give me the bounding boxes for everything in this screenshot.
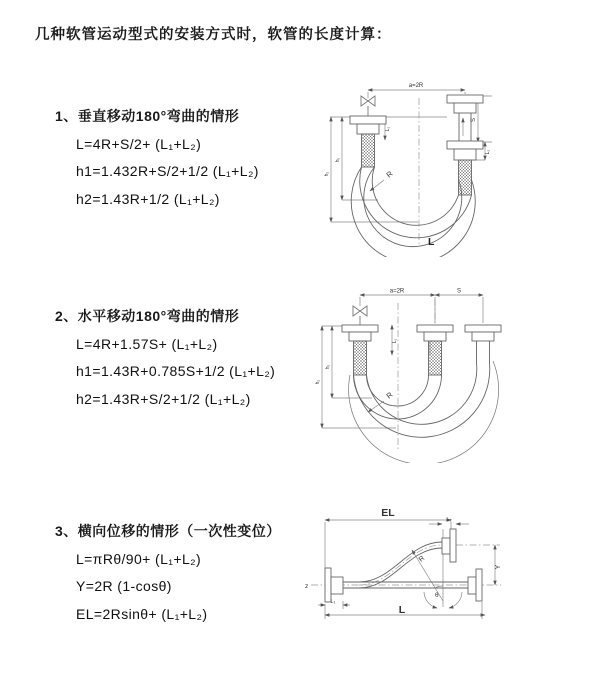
section-2-formula-L: L=4R+1.57S+ (L₁+L₂) — [76, 336, 218, 352]
section-2-formula-h1: h1=1.43R+0.785S+1/2 (L₁+L₂) — [76, 363, 276, 379]
shifted-flange-fitting — [465, 325, 501, 363]
diagram-horizontal-180-bend — [310, 283, 550, 463]
dim-label-l1: L₁ — [392, 338, 398, 344]
right-flange-fitting — [447, 95, 483, 195]
dim-label-s: S — [456, 288, 462, 295]
left-flange — [325, 568, 343, 602]
dim-label-l1: L₁ — [385, 126, 391, 132]
section-1-formula-L: L=4R+S/2+ (L₁+L₂) — [76, 136, 202, 152]
dim-label-h1: h₁ — [325, 364, 331, 370]
right-flange — [468, 569, 482, 601]
dim-label-l2: L₂ — [446, 517, 452, 523]
length-label: L — [428, 236, 435, 248]
radius-label: R — [384, 390, 395, 401]
dim-label-h1: h₁ — [335, 157, 341, 163]
upper-flange — [442, 529, 456, 562]
dim-label-a2r: a=2R — [389, 288, 405, 295]
section-1-heading: 1、垂直移动180°弯曲的情形 — [55, 108, 240, 124]
section-1-formula-h1: h1=1.432R+S/2+1/2 (L₁+L₂) — [76, 163, 259, 179]
angle-label: θ — [435, 592, 439, 599]
section-3-formula-EL: EL=2Rsinθ+ (L₁+L₂) — [76, 606, 208, 622]
section-3-formula-L: L=πRθ/90+ (L₁+L₂) — [76, 551, 202, 567]
section-2-formula-h2: h2=1.43R+S/2+1/2 (L₁+L₂) — [76, 391, 251, 407]
section-3-formula-Y: Y=2R (1-cosθ) — [76, 578, 172, 594]
dim-label-y: Y — [495, 564, 502, 570]
valve-icon — [361, 96, 375, 116]
dim-label-l1: L₁ — [330, 599, 336, 605]
page-title: 几种软管运动型式的安装方式时，软管的长度计算： — [35, 27, 392, 43]
length-label: L — [398, 604, 406, 616]
dim-label-el: EL — [381, 507, 395, 519]
diagram-lateral-displacement — [303, 498, 593, 658]
section-3-heading: 3、横向位移的情形（一次性变位） — [55, 523, 281, 539]
dim-label-h2: h₂ — [324, 171, 330, 177]
hose-u-bend — [349, 361, 499, 463]
left-flange-fitting — [342, 325, 378, 375]
valve-icon — [353, 306, 367, 325]
dim-label-s: S — [471, 117, 477, 123]
dimension-lines — [318, 520, 495, 619]
dim-label-l2: L₂ — [485, 149, 491, 155]
left-flange-fitting — [350, 116, 386, 167]
section-1-formula-h2: h2=1.43R+1/2 (L₁+L₂) — [76, 191, 220, 207]
dim-label-h2: h₂ — [315, 379, 321, 385]
centerline-mark: z — [305, 583, 309, 590]
diagram-vertical-180-bend — [318, 72, 548, 257]
dimension-lines — [322, 295, 483, 428]
hose-u-bend — [351, 167, 475, 257]
dim-label-a2r: a=2R — [408, 83, 424, 89]
radius-label: R — [417, 554, 427, 564]
radius-label: R — [384, 169, 395, 180]
section-2-heading: 2、水平移动180°弯曲的情形 — [55, 308, 240, 324]
middle-flange-fitting — [417, 325, 453, 375]
